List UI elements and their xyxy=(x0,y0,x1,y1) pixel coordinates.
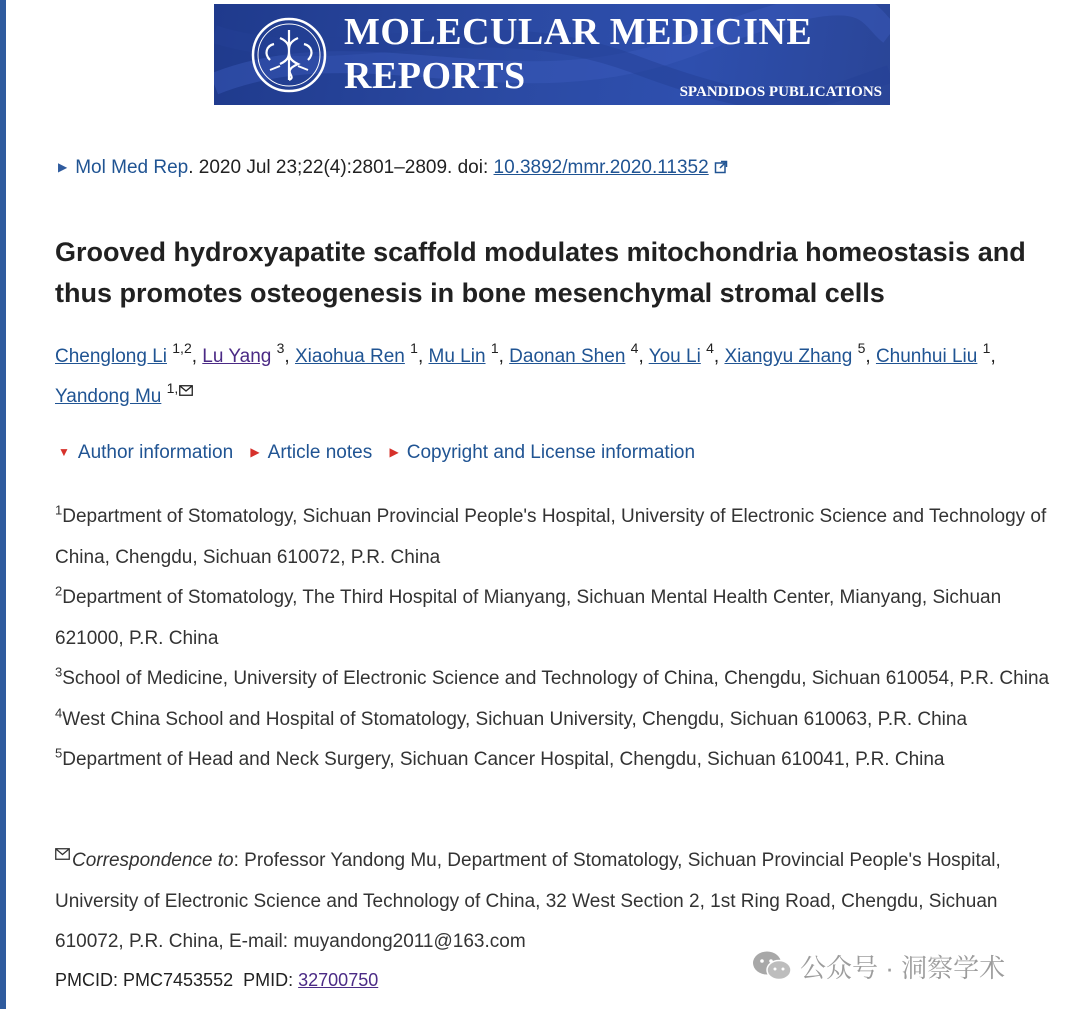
pmid-label: PMID: xyxy=(243,970,294,990)
expand-triangle-icon: ▼ xyxy=(58,445,70,459)
author-list: Chenglong Li $^{1,2}$, Lu Yang $^3$, Xiaohua Ren $^1$, Mu Lin $^1$, Daonan Shen $^4$, You Li $^4$, Xiangyu Zhang $^5$, Chunhui Liu $^1$, Yandong Mu $^{1,}$ xyxy=(55,339,996,407)
author-affil-sup: 1 xyxy=(410,339,418,356)
author-affil-sup: 1 xyxy=(982,339,991,356)
watermark xyxy=(752,949,1005,983)
affiliation-item xyxy=(55,578,1055,659)
pmcid-label: PMCID: xyxy=(55,970,118,990)
affiliation-number: 3 xyxy=(55,664,63,680)
expand-triangle-icon[interactable]: ▶ xyxy=(58,160,68,174)
affiliation-text: Department of Stomatology, Sichuan Provincial People's Hospital, University of Electronic Science and Technology of China, Chengdu, Sichuan 610072, P.R. China xyxy=(55,506,1047,568)
pmid-link[interactable]: 32700750 xyxy=(298,970,379,990)
affiliation-item xyxy=(55,497,1055,578)
author-link[interactable]: Yandong Mu xyxy=(55,386,162,407)
doi-link[interactable]: 10.3892/mmr.2020.11352 xyxy=(493,157,709,178)
author-link[interactable]: Chenglong Li xyxy=(55,346,167,367)
author-information-toggle[interactable] xyxy=(58,442,233,463)
affiliation-item xyxy=(55,700,1055,741)
watermark-text: 公众号 · 洞察学术 xyxy=(800,952,1006,983)
envelope-icon[interactable] xyxy=(179,385,193,396)
banner-title-line2: REPORTS xyxy=(344,55,526,97)
author-affil-sup: 1,2 xyxy=(172,339,192,356)
author-link[interactable]: Xiangyu Zhang xyxy=(724,346,853,367)
author-affil-sup: 4 xyxy=(630,339,639,356)
banner-title-line1: MOLECULAR MEDICINE xyxy=(344,11,813,53)
affiliation-text: Department of Stomatology, The Third Hospital of Mianyang, Sichuan Mental Health Center, Mianyang, Sichuan 621000, P.R. China xyxy=(55,587,1002,649)
affiliation-number: 2 xyxy=(55,583,63,599)
author-affil-sup: 4 xyxy=(706,339,714,356)
banner-publisher: SPANDIDOS PUBLICATIONS xyxy=(679,84,882,100)
article-notes-toggle[interactable] xyxy=(250,442,372,463)
journal-link[interactable]: Mol Med Rep xyxy=(75,157,189,178)
correspondence-text: : Professor Yandong Mu, Department of Stomatology, Sichuan Provincial People's Hospital, University of Electronic Science and Technology of China, 32 West Section 2, 1st Ring Road, Chengdu, Sichuan 610072, P.R. China, E-mail: muyandong2011@163.com xyxy=(55,850,1001,952)
affiliation-list xyxy=(55,497,1055,781)
affiliation-item xyxy=(55,740,1055,781)
article-info-bar xyxy=(58,442,707,464)
copyright-label: Copyright and License information xyxy=(406,442,696,463)
affiliation-number: 1 xyxy=(55,502,63,518)
pmcid-value: PMC7453552 xyxy=(123,970,234,990)
affiliation-text: West China School and Hospital of Stomatology, Sichuan University, Chengdu, Sichuan 610063, P.R. China xyxy=(62,708,968,730)
author-link[interactable]: You Li xyxy=(648,346,701,367)
left-accent-rule xyxy=(0,0,6,1009)
author-link[interactable]: Mu Lin xyxy=(428,346,486,367)
affiliation-number: 4 xyxy=(55,705,63,721)
copyright-toggle[interactable] xyxy=(389,442,695,463)
wechat-icon xyxy=(752,950,792,982)
identifiers-line xyxy=(55,970,378,991)
author-link[interactable]: Daonan Shen xyxy=(509,346,626,367)
affiliation-number: 5 xyxy=(55,745,63,761)
affiliation-text: Department of Head and Neck Surgery, Sichuan Cancer Hospital, Chengdu, Sichuan 610041, P.R. China xyxy=(62,749,945,770)
affiliation-text: School of Medicine, University of Electronic Science and Technology of China, Chengdu, Sichuan 610054, P.R. China xyxy=(62,668,1050,689)
expand-triangle-icon: ▶ xyxy=(250,445,260,459)
author-affil-sup: 5 xyxy=(857,339,866,356)
citation-line xyxy=(58,157,728,179)
envelope-icon xyxy=(55,848,70,860)
author-link[interactable]: Chunhui Liu xyxy=(875,346,978,367)
author-affil-sup: 1, xyxy=(166,379,179,396)
correspondence-block xyxy=(55,841,1055,963)
affiliation-item xyxy=(55,659,1055,700)
author-affil-sup: 3 xyxy=(276,339,285,356)
article-title: Grooved hydroxyapatite scaffold modulates mitochondria homeostasis and thus promotes osteogenesis in bone mesenchymal stromal cells xyxy=(55,237,1026,308)
author-affil-sup: 1 xyxy=(490,339,499,356)
author-link[interactable]: Xiaohua Ren xyxy=(294,346,405,367)
journal-emblem-icon xyxy=(250,16,328,94)
correspondence-label: Correspondence to xyxy=(72,850,234,871)
external-link-icon[interactable] xyxy=(714,160,728,174)
journal-banner[interactable] xyxy=(214,4,890,105)
citation-details: . 2020 Jul 23;22(4):2801–2809. doi: xyxy=(188,157,494,178)
article-notes-label: Article notes xyxy=(267,442,373,463)
author-information-label: Author information xyxy=(77,442,234,463)
author-link[interactable]: Lu Yang xyxy=(202,346,272,367)
expand-triangle-icon: ▶ xyxy=(389,445,399,459)
